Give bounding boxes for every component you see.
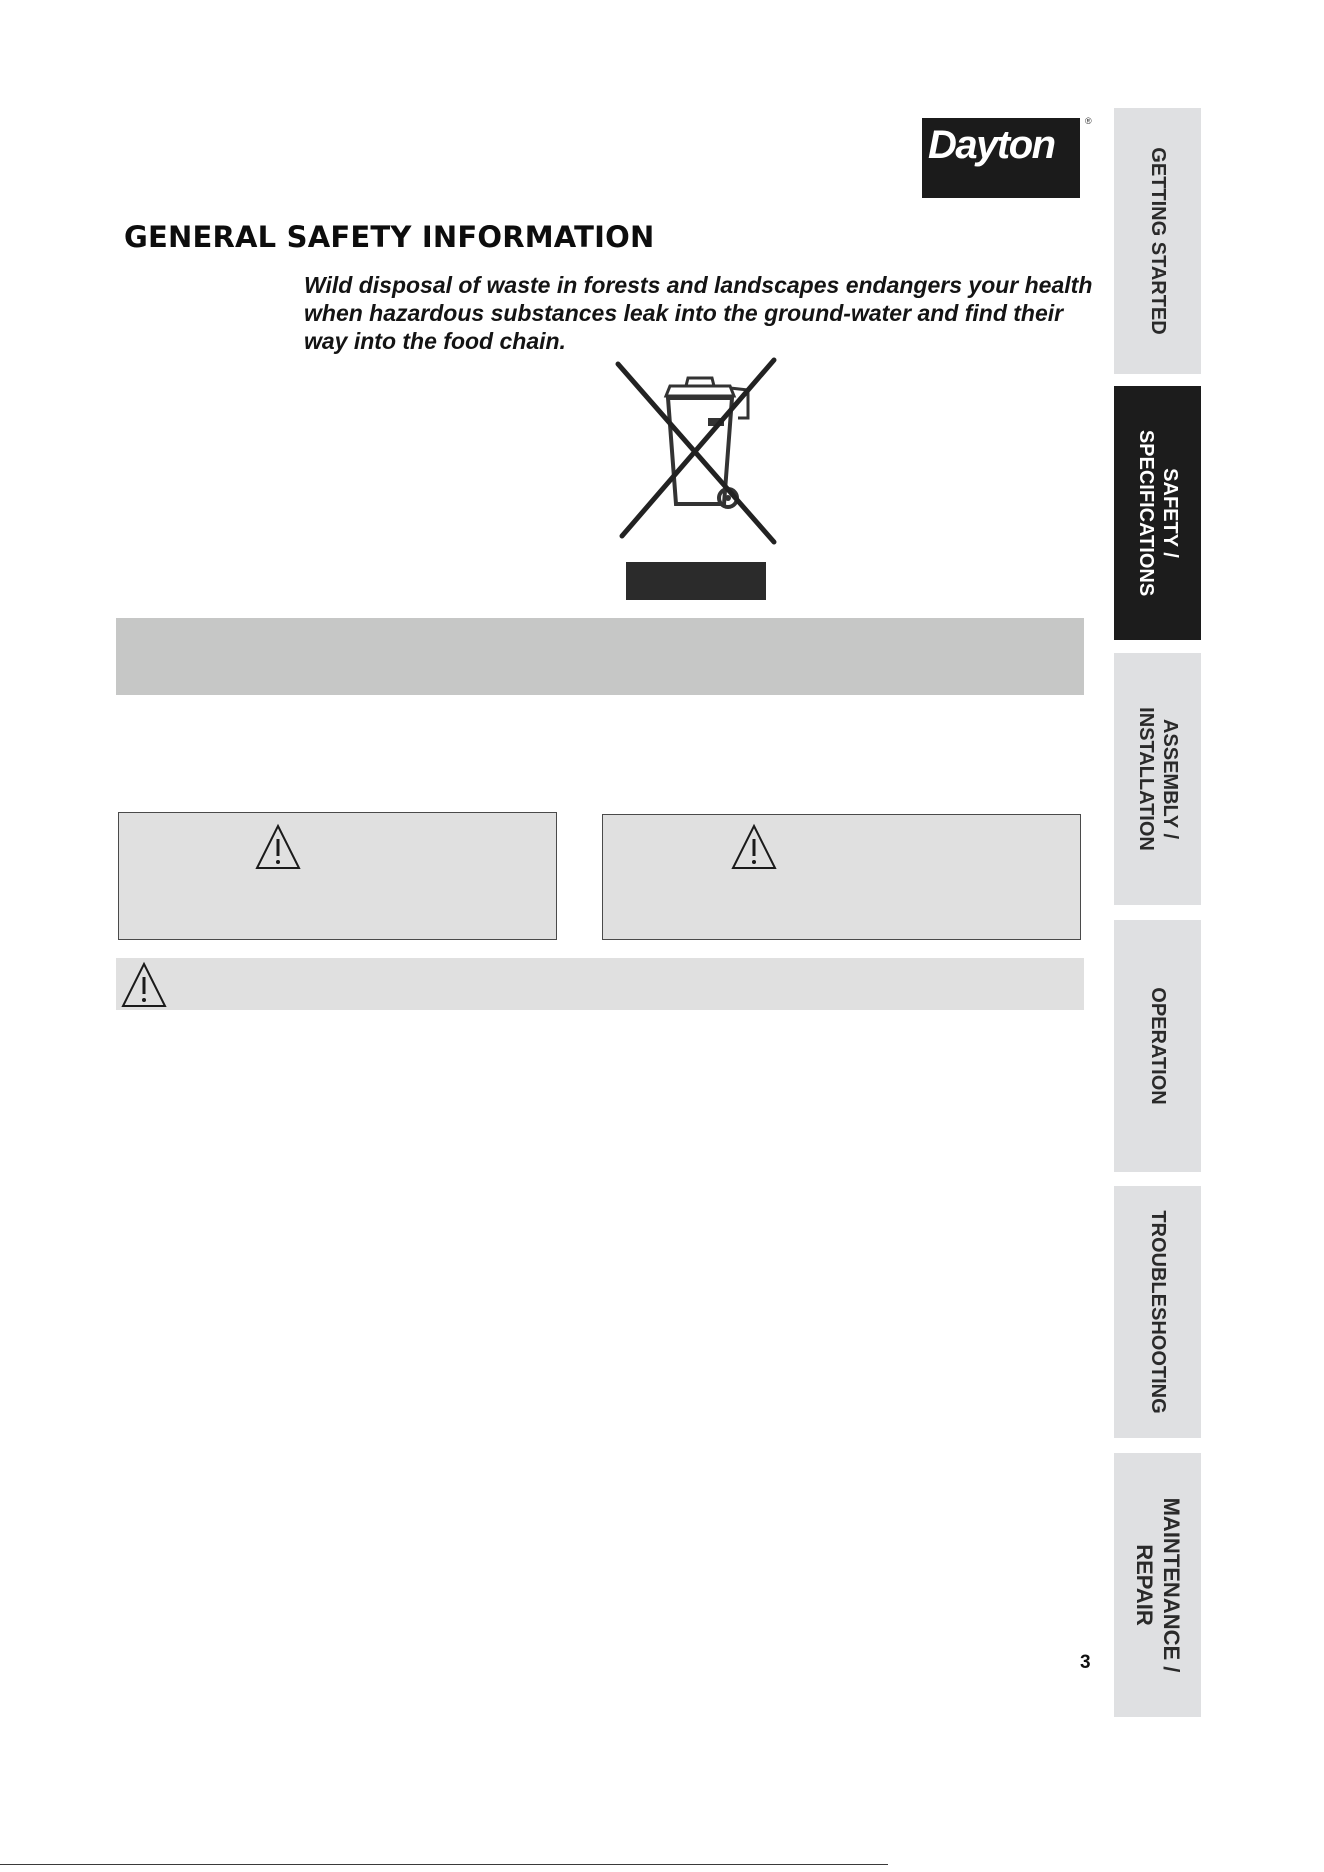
- tab-operation[interactable]: [1114, 920, 1201, 1172]
- tab-getting-started[interactable]: [1114, 108, 1201, 374]
- warning-triangle-icon: [255, 823, 301, 871]
- page-number: 3: [1080, 1652, 1091, 1673]
- tab-label: MAINTENANCE / REPAIR: [1131, 1497, 1184, 1673]
- tab-assembly-installation[interactable]: [1114, 653, 1201, 905]
- intro-paragraph: Wild disposal of waste in forests and landscapes endangers your health when hazardous substances leak into the ground-water and find their way into the food chain.: [304, 272, 1093, 354]
- warning-notice-box-right: [602, 814, 1081, 940]
- logo-text: Dayton: [928, 123, 1055, 167]
- tab-label: ASSEMBLY / INSTALLATION: [1134, 707, 1181, 851]
- tab-troubleshooting[interactable]: [1114, 1186, 1201, 1438]
- warning-triangle-icon: [731, 823, 777, 871]
- safety-banner: [116, 618, 1084, 695]
- tab-safety-specifications[interactable]: [1114, 386, 1201, 640]
- crossed-out-wheelie-bin-icon: [612, 356, 788, 606]
- registered-mark: ®: [1085, 116, 1092, 126]
- warning-notice-box-left: [118, 812, 557, 940]
- warning-triangle-icon: [121, 961, 167, 1009]
- tab-maintenance-repair[interactable]: [1114, 1453, 1201, 1717]
- dayton-logo: [922, 118, 1080, 198]
- tab-label: GETTING STARTED: [1146, 147, 1169, 335]
- tab-label: TROUBLESHOOTING: [1146, 1210, 1169, 1414]
- tab-label: OPERATION: [1146, 987, 1169, 1105]
- footer-rule: [0, 1864, 888, 1865]
- tab-label: SAFETY / SPECIFICATIONS: [1134, 429, 1181, 597]
- page-title: GENERAL SAFETY INFORMATION: [124, 220, 655, 254]
- warning-strip: [116, 958, 1084, 1010]
